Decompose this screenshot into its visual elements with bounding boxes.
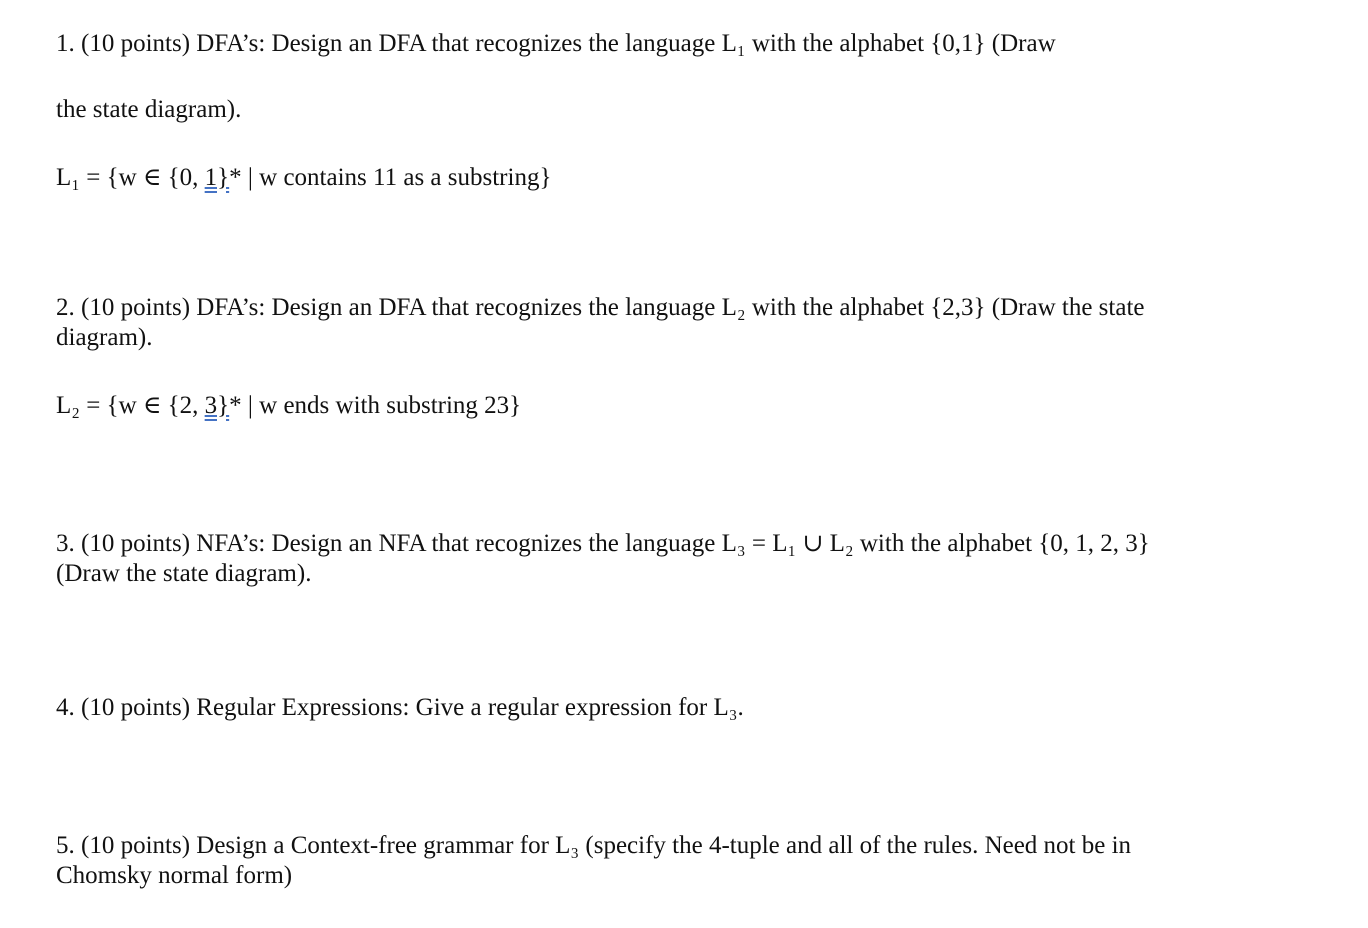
language-l1-suffix: * | w contains 11 as a substring}	[229, 164, 552, 191]
question-3-line-1: 3. (10 points) NFA’s: Design an NFA that recognizes the language L₃ = L₁ ∪ L₂ with the alphabet {0, 1, 2, 3}	[56, 530, 1150, 557]
language-l1-prefix: L₁ = {w ∈ {0,	[56, 164, 205, 191]
question-5-line-1: 5. (10 points) Design a Context-free grammar for L₃ (specify the 4-tuple and all of the rules. Need not be in	[56, 832, 1132, 859]
language-l1-spellcheck-mark: 1}	[204, 164, 230, 191]
question-1-line-2: the state diagram).	[56, 96, 242, 123]
language-l2-suffix: * | w ends with substring 23}	[229, 392, 522, 419]
question-2-line-1: 2. (10 points) DFA’s: Design an DFA that recognizes the language L₂ with the alphabet {2,3} (Draw the state	[56, 294, 1145, 321]
question-4-line-1: 4. (10 points) Regular Expressions: Give a regular expression for L₃.	[56, 694, 744, 721]
question-5-line-2: Chomsky normal form)	[56, 862, 293, 889]
question-1-line-1: 1. (10 points) DFA’s: Design an DFA that recognizes the language L₁ with the alphabet {0,1} (Draw	[56, 30, 1056, 57]
language-l2-spellcheck-mark: 3}	[204, 392, 230, 419]
language-l2-prefix: L₂ = {w ∈ {2,	[56, 392, 205, 419]
language-l2-definition	[56, 391, 521, 421]
question-3-line-2: (Draw the state diagram).	[56, 560, 312, 587]
language-l1-definition	[56, 163, 551, 193]
question-2-line-2: diagram).	[56, 324, 153, 351]
